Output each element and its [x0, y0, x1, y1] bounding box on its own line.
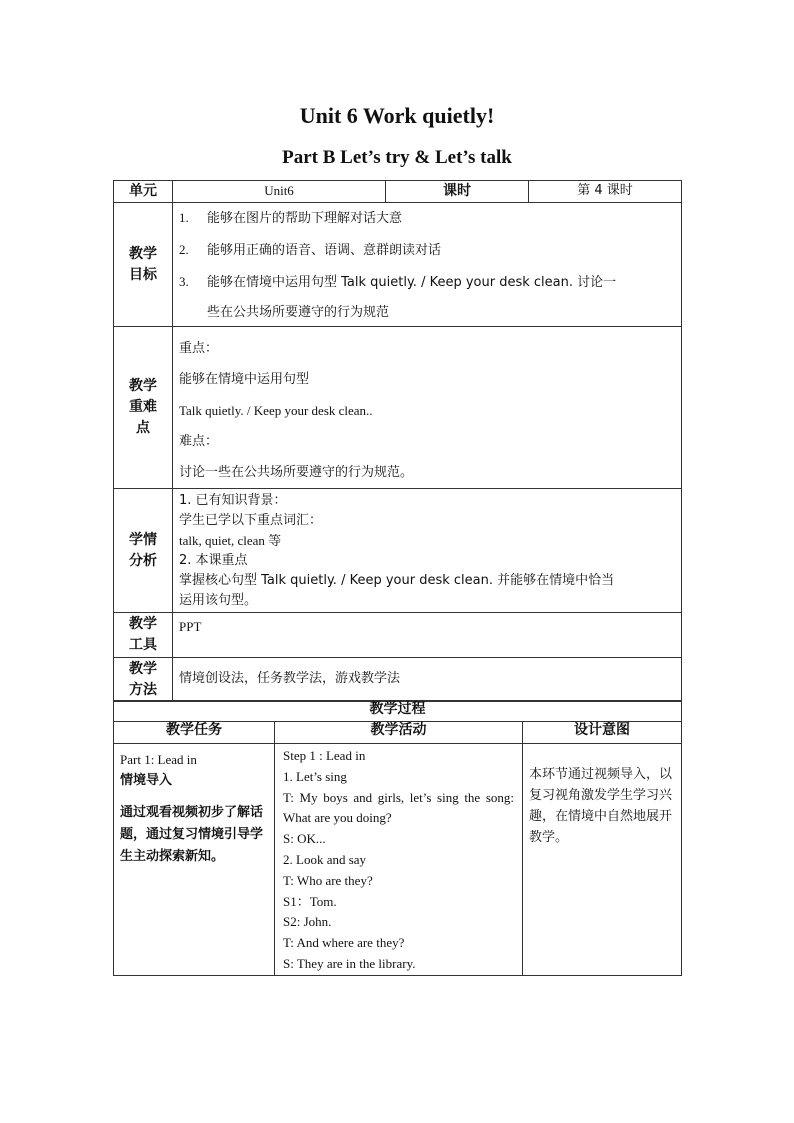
- methods-label: 教学方法: [114, 658, 173, 702]
- key-label: 重点：: [179, 341, 219, 356]
- process-header-row: [114, 722, 682, 744]
- objective-item: 2. 能够用正确的语音、语调、意群朗读对话: [179, 242, 442, 258]
- activity-line: T: Who are they?: [283, 872, 373, 888]
- document-title: Unit 6 Work quietly!: [299, 103, 495, 128]
- unit-label: 单元: [114, 181, 173, 203]
- activity-line: S2: John.: [283, 914, 332, 930]
- teaching-process-table: [113, 700, 682, 976]
- objectives-cell: [173, 203, 682, 327]
- col-activity-header: 教学活动: [275, 722, 523, 744]
- intent-cell: [523, 744, 682, 976]
- tools-cell: [173, 613, 682, 658]
- task-part: Part 1: Lead in: [120, 752, 197, 767]
- task-description: 通过观看视频初步了解话题，通过复习情境引导学生主动探索新知。: [120, 805, 264, 864]
- col-intent-header: 设计意图: [523, 722, 682, 744]
- period-value: 第 4 课时: [529, 181, 682, 203]
- objectives-label-text: 教学目标: [129, 245, 157, 283]
- difficult-label: 难点：: [179, 434, 219, 449]
- objective-continuation: 些在公共场所要遵守的行为规范: [207, 305, 390, 320]
- process-title-row: [114, 701, 682, 722]
- task-cell: [114, 744, 275, 976]
- activity-line: S: OK...: [283, 831, 326, 847]
- objective-item: 1. 能够在图片的帮助下理解对话大意: [179, 210, 403, 226]
- col-task-header: 教学任务: [114, 722, 275, 744]
- tools-row: [114, 613, 682, 658]
- key-text: 能够在情境中运用句型: [179, 372, 310, 387]
- objective-item: 3. 能够在情境中运用句型 Talk quietly. / Keep your desk clean. 讨论一: [179, 274, 617, 290]
- activity-line: T: And where are they?: [283, 935, 405, 951]
- analysis-line: 1. 已有知识背景：: [179, 493, 287, 508]
- objectives-row: [114, 203, 682, 327]
- methods-value: 情境创设法，任务教学法，游戏教学法: [179, 671, 401, 687]
- analysis-line: 学生已学以下重点词汇：: [179, 513, 323, 528]
- unit-value: Unit6: [173, 181, 386, 203]
- analysis-row: [114, 489, 682, 613]
- analysis-line: 运用该句型。: [179, 593, 258, 608]
- activity-line: T: My boys and girls, let’s sing the song: What are you doing?: [283, 789, 514, 826]
- activity-line: 2. Look and say: [283, 851, 367, 867]
- activity-line: S1：Tom.: [283, 893, 337, 909]
- key-sentences: Talk quietly. / Keep your desk clean..: [179, 403, 373, 418]
- period-label: 课时: [386, 181, 529, 203]
- activity-line: 1. Let’s sing: [283, 768, 347, 784]
- document-subtitle: Part B Let’s try & Let’s talk: [282, 147, 512, 168]
- tools-value: PPT: [179, 619, 202, 634]
- tools-label: 教学工具: [114, 613, 173, 658]
- analysis-line: 2. 本课重点: [179, 553, 248, 568]
- objectives-label: [114, 203, 173, 327]
- analysis-line: talk, quiet, clean 等: [179, 533, 282, 548]
- analysis-label: 学情分析: [114, 489, 173, 613]
- difficult-text: 讨论一些在公共场所要遵守的行为规范。: [179, 465, 414, 480]
- activity-line: Step 1 : Lead in: [283, 748, 366, 763]
- analysis-line: 掌握核心句型 Talk quietly. / Keep your desk clean. 并能够在情境中恰当: [179, 573, 615, 588]
- process-row: [114, 744, 682, 976]
- lesson-info-table: [113, 180, 682, 702]
- key-points-row: [114, 327, 682, 489]
- analysis-cell: [173, 489, 682, 613]
- task-name: 情境导入: [120, 773, 173, 788]
- header-row: [114, 181, 682, 203]
- methods-row: [114, 658, 682, 702]
- activity-cell: [275, 744, 523, 976]
- process-title: 教学过程: [114, 701, 682, 722]
- intent-text: 本环节通过视频导入，以复习视角激发学生学习兴趣，在情境中自然地展开教学。: [529, 767, 673, 845]
- methods-cell: [173, 658, 682, 702]
- activity-line: S: They are in the library.: [283, 955, 416, 971]
- key-points-label: 教学重难点: [114, 327, 173, 489]
- key-points-cell: [173, 327, 682, 489]
